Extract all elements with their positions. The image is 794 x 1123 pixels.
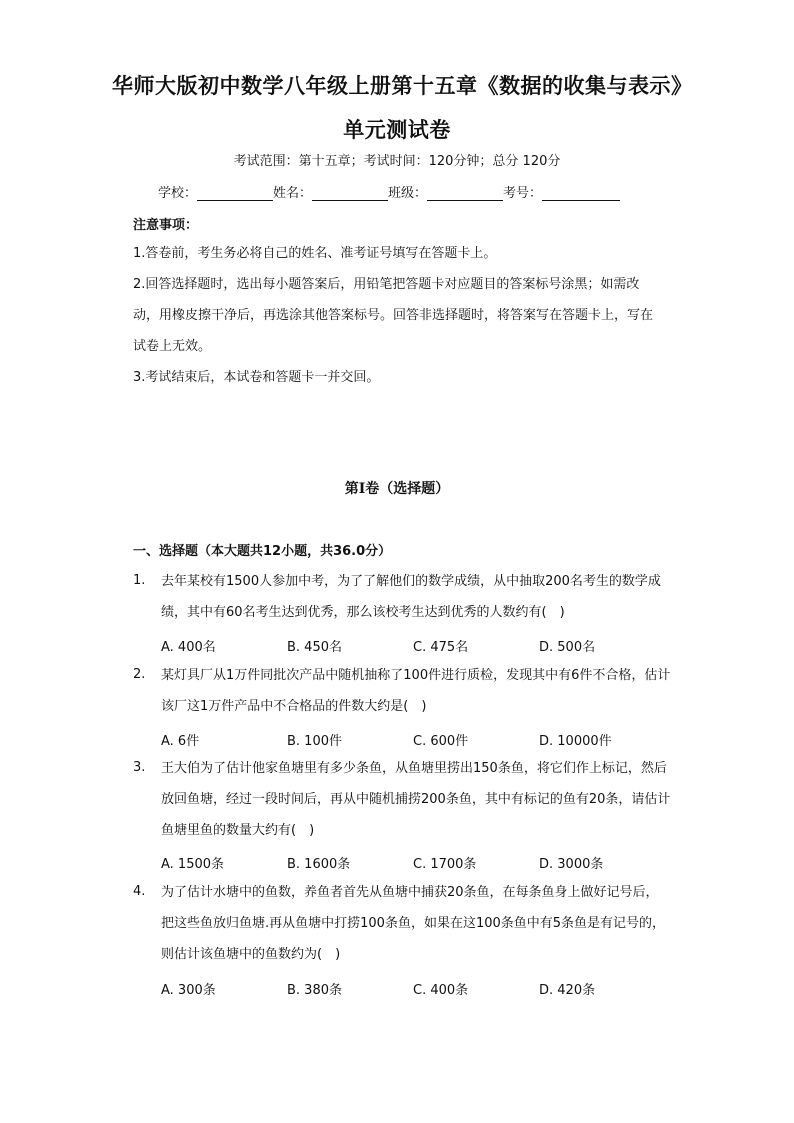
option-c[interactable]: C. 600件	[413, 734, 469, 749]
option-d[interactable]: D. 420条	[539, 983, 596, 998]
option-c[interactable]: C. 1700条	[413, 857, 477, 872]
option-a[interactable]: A. 1500条	[161, 857, 225, 872]
class-label: 班级：	[388, 186, 428, 201]
notice-item	[133, 362, 663, 393]
question-number: 4.	[133, 884, 146, 899]
question-stem: 王大伯为了估计他家鱼塘里有多少条鱼，从鱼塘里捞出150条鱼，将它们作上标记，然后放回鱼塘，经过一段时间后，再从中随机捕捞200条鱼，其中有标记的鱼有20条，请估计鱼塘里鱼的数量大约有( )	[161, 761, 671, 838]
part-heading: 一、选择题（本大题共12小题，共36.0分）	[133, 544, 392, 559]
document-title: 华师大版初中数学八年级上册第十五章《数据的收集与表示》单元测试卷	[112, 73, 682, 142]
option-b[interactable]: B. 1600条	[287, 857, 351, 872]
school-blank[interactable]	[197, 186, 273, 201]
exam-number-label: 考号：	[503, 186, 543, 201]
option-d[interactable]: D. 3000条	[539, 857, 604, 872]
notice-item	[133, 269, 663, 362]
notice-heading: 注意事项：	[133, 218, 199, 233]
name-blank[interactable]	[312, 186, 388, 201]
exam-number-blank[interactable]	[542, 186, 620, 201]
option-d[interactable]: D. 500名	[539, 640, 596, 655]
question-stem: 某灯具厂从1万件同批次产品中随机抽称了100件进行质检，发现其中有6件不合格，估计该厂这1万件产品中不合格品的件数大约是( )	[161, 668, 671, 714]
option-a[interactable]: A. 400名	[161, 640, 216, 655]
option-b[interactable]: B. 100件	[287, 734, 342, 749]
option-a[interactable]: A. 6件	[161, 734, 200, 749]
notice-item	[133, 238, 663, 269]
options-row	[161, 636, 665, 655]
options-row	[161, 853, 665, 872]
exam-info: 考试范围：第十五章；考试时间：120分钟；总分 120分	[233, 154, 561, 169]
section-title: 第I卷（选择题）	[344, 481, 450, 497]
school-label: 学校：	[158, 186, 198, 201]
question-number: 3.	[133, 760, 146, 775]
question-number: 1.	[133, 573, 146, 588]
question-stem: 去年某校有1500人参加中考，为了了解他们的数学成绩，从中抽取200名考生的数学成绩，其中有60名考生达到优秀，那么该校考生达到优秀的人数约有( )	[161, 574, 661, 620]
student-info-row	[158, 182, 620, 201]
question-stem: 为了估计水塘中的鱼数，养鱼者首先从鱼塘中捕获20条鱼，在每条鱼身上做好记号后，把这些鱼放归鱼塘.再从鱼塘中打捞100条鱼，如果在这100条鱼中有5条鱼是有记号的，则估计该鱼塘中的鱼数约为( )	[161, 885, 666, 962]
options-row	[161, 979, 665, 998]
option-c[interactable]: C. 475名	[413, 640, 469, 655]
notice-text: 3.考试结束后，本试卷和答题卡一并交回。	[133, 370, 380, 385]
option-d[interactable]: D. 10000件	[539, 734, 612, 749]
options-row	[161, 730, 665, 749]
option-c[interactable]: C. 400条	[413, 983, 469, 998]
name-label: 姓名：	[273, 186, 313, 201]
question-number: 2.	[133, 667, 146, 682]
option-a[interactable]: A. 300条	[161, 983, 216, 998]
option-b[interactable]: B. 380条	[287, 983, 342, 998]
option-b[interactable]: B. 450名	[287, 640, 342, 655]
notice-text: 1.答卷前，考生务必将自己的姓名、准考证号填写在答题卡上。	[133, 246, 497, 261]
class-blank[interactable]	[427, 186, 503, 201]
notice-text: 2.回答选择题时，选出每小题答案后，用铅笔把答题卡对应题目的答案标号涂黑；如需改动，用橡皮擦干净后，再选涂其他答案标号。回答非选择题时，将答案写在答题卡上，写在试卷上无效。	[133, 277, 654, 354]
